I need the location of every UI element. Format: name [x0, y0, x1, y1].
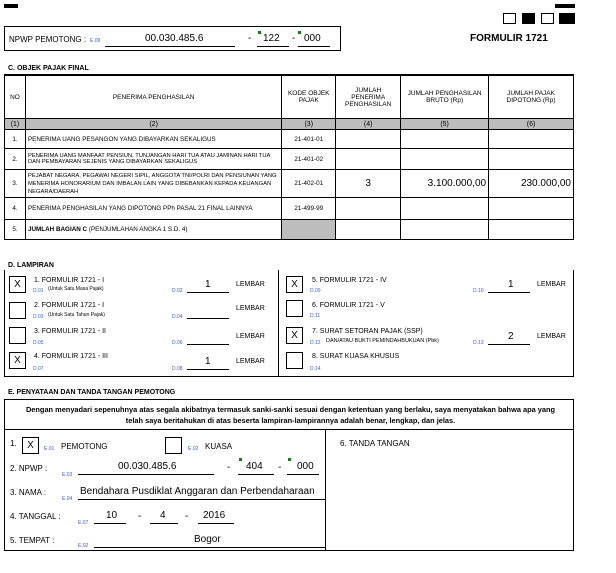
col-number: (1) — [5, 119, 26, 130]
row-desc: PENERIMA PENGHASILAN YANG DIPOTONG PPh PASAL 21 FINAL LAINNYA — [25, 198, 281, 220]
total-pajak[interactable] — [489, 220, 574, 240]
total-kode-blank — [282, 220, 336, 240]
lampiran-4-checkbox[interactable]: X — [9, 352, 26, 369]
npwp-code: E.09 — [90, 38, 101, 44]
col-number: (3) — [282, 119, 336, 130]
total-label — [25, 220, 281, 240]
tanggal-label: 4. TANGGAL : — [10, 512, 61, 521]
npwp-e-dash2: - — [278, 462, 282, 473]
npwp-part2[interactable]: 122 — [263, 33, 280, 44]
kuasa-code: E.02 — [188, 446, 199, 452]
lampiran-8-checkbox[interactable] — [286, 352, 303, 369]
pemotong-checkbox[interactable]: X — [22, 437, 39, 454]
row-pajak[interactable]: 230.000,00 — [489, 170, 574, 198]
table-row — [5, 130, 574, 149]
lampiran-2-sub: (Untuk Satu Tahun Pajak) — [48, 312, 105, 318]
lampiran-1-code-a: D.01 — [33, 288, 44, 294]
npwp-dash1: - — [248, 33, 252, 44]
tanggal-dash2: - — [185, 511, 189, 522]
lampiran-4-code-a: D.07 — [33, 366, 44, 372]
lampiran-3-label: 3. FORMULIR 1721 - II — [34, 328, 106, 335]
col-bruto: JUMLAH PENGHASILAN BRUTO (Rp) — [401, 76, 489, 119]
col-number: (4) — [336, 119, 401, 130]
row-kode: 21-401-01 — [282, 130, 336, 149]
item1-no: 1. — [10, 439, 17, 448]
page-indicator — [503, 13, 575, 24]
lampiran-4-label: 4. FORMULIR 1721 - III — [34, 353, 108, 360]
total-jumlah[interactable] — [336, 220, 401, 240]
col-number: (6) — [489, 119, 574, 130]
col-number: (5) — [401, 119, 489, 130]
total-no: 5. — [5, 220, 26, 240]
lampiran-2-code-a: D.03 — [33, 314, 44, 320]
section-e-title: E. PENYATAAN DAN TANDA TANGAN PEMOTONG — [8, 389, 176, 396]
nama-label: 3. NAMA : — [10, 488, 47, 497]
col-jumlah-penerima: JUMLAH PENERIMA PENGHASILAN — [336, 76, 401, 119]
npwp-e-part1[interactable]: 00.030.485.6 — [118, 461, 177, 472]
tempat-code: E.02 — [78, 543, 89, 549]
lampiran-8-code-a: D.14 — [310, 366, 321, 372]
total-bruto[interactable] — [401, 220, 489, 240]
row-desc: PEJABAT NEGARA, PEGAWAI NEGERI SIPIL, ANGGOTA TNI/POLRI DAN PENSIUNAN YANG MENERIMA HONORARIUM DAN IMBALAN LAIN YANG DIBEBANKAN KEPADA KEUANGAN NEGARA/DAERAH — [25, 170, 281, 198]
lembar-label: LEMBAR — [236, 333, 265, 340]
lampiran-6-code-a: D.11 — [310, 313, 321, 319]
lembar-label: LEMBAR — [537, 333, 566, 340]
col-number: (2) — [25, 119, 281, 130]
row-jumlah[interactable] — [336, 130, 401, 149]
pemotong-code: E.01 — [44, 446, 55, 452]
pemotong-label: PEMOTONG — [61, 442, 108, 451]
npwp-label: NPWP PEMOTONG : — [9, 35, 87, 44]
lampiran-7-count[interactable]: 2 — [508, 331, 514, 342]
row-pajak[interactable] — [489, 130, 574, 149]
lampiran-3-code-a: D.05 — [33, 340, 44, 346]
tanggal-code: E.07 — [78, 520, 89, 526]
section-d-title: D. LAMPIRAN — [8, 262, 54, 269]
tanggal-year[interactable]: 2016 — [203, 510, 226, 521]
row-bruto[interactable]: 3.100.000,00 — [401, 170, 489, 198]
lembar-label: LEMBAR — [236, 358, 265, 365]
statement-box — [4, 399, 574, 430]
row-no: 4. — [5, 198, 26, 220]
lampiran-7-label: 7. SURAT SETORAN PAJAK (SSP) — [312, 328, 423, 335]
lampiran-5-code-b: D.10 — [473, 288, 484, 294]
row-bruto[interactable] — [401, 198, 489, 220]
row-jumlah[interactable]: 3 — [336, 170, 401, 198]
nama-value[interactable]: Bendahara Pusdiklat Anggaran dan Perbendaharaan — [80, 486, 315, 497]
table-header-row — [5, 76, 574, 119]
npwp-e-part3[interactable]: 000 — [297, 461, 314, 472]
npwp-part3[interactable]: 000 — [304, 33, 321, 44]
lampiran-2-checkbox[interactable] — [9, 302, 26, 319]
npwp-dash2: - — [292, 33, 296, 44]
lampiran-7-code-a: D.12 — [310, 340, 321, 346]
lampiran-1-count[interactable]: 1 — [205, 279, 211, 290]
row-jumlah[interactable] — [336, 149, 401, 170]
lampiran-7-sub: DAN/ATAU BUKTI PEMINDAHBUKUAN (Pbk) — [326, 338, 439, 344]
row-kode: 21-401-02 — [282, 149, 336, 170]
row-pajak[interactable] — [489, 198, 574, 220]
lampiran-8-label: 8. SURAT KUASA KHUSUS — [312, 353, 400, 360]
tempat-label: 5. TEMPAT : — [10, 536, 55, 545]
lampiran-7-code-b: D.13 — [473, 340, 484, 346]
corner-mark-right — [555, 4, 575, 12]
col-penerima: PENERIMA PENGHASILAN — [25, 76, 281, 119]
lembar-label: LEMBAR — [236, 305, 265, 312]
kuasa-label: KUASA — [205, 442, 233, 451]
lampiran-4-code-b: D.08 — [172, 366, 183, 372]
statement-text: Dengan menyadari sepenuhnya atas segala akibatnya termasuk sanki-sanki sesuai dengan ketentuan yang berlaku, saya menyatakan bahwa apa yang telah saya beritahukan di atas beserta lampiran-lampirannya adalah benar, lengkap, dan jelas. — [25, 405, 556, 425]
row-bruto[interactable] — [401, 130, 489, 149]
col-dipotong: JUMLAH PAJAK DIPOTONG (Rp) — [489, 76, 574, 119]
row-no: 1. — [5, 130, 26, 149]
npwp-part1[interactable]: 00.030.485.6 — [145, 33, 204, 44]
lampiran-5-count[interactable]: 1 — [508, 279, 514, 290]
kuasa-checkbox[interactable] — [165, 437, 182, 454]
form-title: FORMULIR 1721 — [470, 33, 548, 44]
ttd-label: 6. TANDA TANGAN — [340, 439, 410, 448]
col-no: NO — [5, 76, 26, 119]
row-bruto[interactable] — [401, 149, 489, 170]
corner-mark-left — [4, 4, 18, 12]
npwp-e-part2[interactable]: 404 — [246, 461, 263, 472]
lampiran-1-code-b: D.02 — [172, 288, 183, 294]
npwp-e-code: E.03 — [62, 472, 73, 478]
npwp-e-dash1: - — [227, 462, 231, 473]
lampiran-2-code-b: D.04 — [172, 314, 183, 320]
lembar-label: LEMBAR — [537, 281, 566, 288]
tanggal-dash1: - — [138, 511, 142, 522]
table-total-row — [5, 220, 574, 240]
lampiran-5-code-a: D.09 — [310, 288, 321, 294]
lembar-label: LEMBAR — [236, 281, 265, 288]
lampiran-4-count[interactable]: 1 — [205, 356, 211, 367]
column-number-row — [5, 119, 574, 130]
row-pajak[interactable] — [489, 149, 574, 170]
npwp-header-box — [4, 26, 341, 51]
row-kode: 21-499-99 — [282, 198, 336, 220]
lampiran-3-checkbox[interactable] — [9, 327, 26, 344]
table-row — [5, 170, 574, 198]
total-label-bold: JUMLAH BAGIAN C — [27, 226, 88, 233]
nama-code: E.04 — [62, 496, 73, 502]
row-jumlah[interactable] — [336, 198, 401, 220]
col-kode: KODE OBJEK PAJAK — [282, 76, 336, 119]
npwp-e-label: 2. NPWP : — [10, 464, 48, 473]
lampiran-1-sub: (Untuk Satu Masa Pajak) — [48, 286, 104, 292]
tempat-value[interactable]: Bogor — [194, 534, 221, 545]
row-kode: 21-402-01 — [282, 170, 336, 198]
table-row — [5, 149, 574, 170]
row-no: 3. — [5, 170, 26, 198]
lampiran-7-checkbox[interactable]: X — [286, 327, 303, 344]
lampiran-1-checkbox[interactable]: X — [9, 276, 26, 293]
lampiran-2-label: 2. FORMULIR 1721 - I — [34, 302, 105, 309]
lampiran-5-checkbox[interactable]: X — [286, 276, 303, 293]
section-c-title: C. OBJEK PAJAK FINAL — [8, 65, 89, 72]
lampiran-3-code-b: D.06 — [172, 340, 183, 346]
lampiran-5-label: 5. FORMULIR 1721 - IV — [312, 277, 387, 284]
table-row — [5, 198, 574, 220]
tanggal-month[interactable]: 4 — [160, 510, 166, 521]
lampiran-1-label: 1. FORMULIR 1721 - I — [34, 277, 105, 284]
tanggal-day[interactable]: 10 — [106, 510, 118, 521]
lampiran-6-checkbox[interactable] — [286, 300, 303, 317]
total-label-rest: (PENJUMLAHAN ANGKA 1 S.D. 4) — [88, 226, 188, 233]
lampiran-6-label: 6. FORMULIR 1721 - V — [312, 302, 385, 309]
objek-pajak-table — [4, 75, 574, 240]
row-desc: PENERIMA UANG PESANGON YANG DIBAYARKAN SEKALIGUS — [25, 130, 281, 149]
row-no: 2. — [5, 149, 26, 170]
row-desc: PENERIMA UANG MANFAAT PENSIUN, TUNJANGAN HARI TUA ATAU JAMINAN HARI TUA DAN PEMBAYARAN SEJENIS YANG DIBAYARKAN SEKALIGUS — [25, 149, 281, 170]
